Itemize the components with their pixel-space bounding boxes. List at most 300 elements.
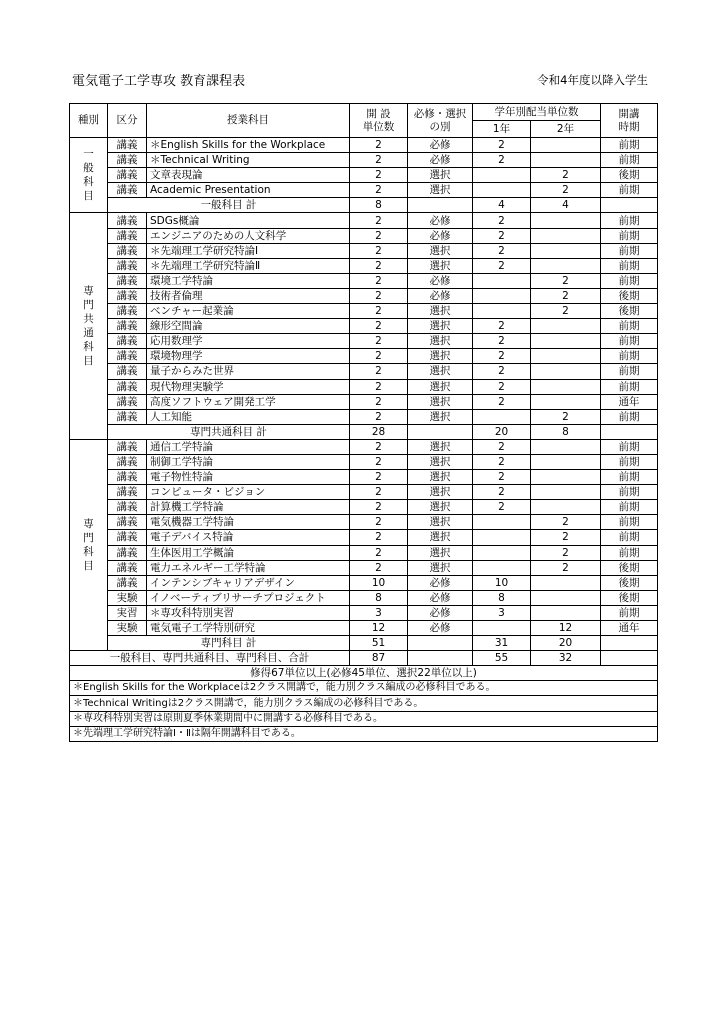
subtotal-year1: 20: [473, 424, 531, 439]
table-row: [70, 575, 658, 590]
grand-total-year1: 55: [473, 651, 531, 666]
term-cell: 前期: [601, 183, 658, 198]
term-cell: 前期: [601, 258, 658, 273]
required-cell: 必修: [408, 138, 473, 153]
year2-cell: [531, 605, 601, 620]
term-cell: 前期: [601, 500, 658, 515]
header-term-line1: 開講: [618, 107, 640, 120]
subject-cell: 環境物理学: [147, 349, 350, 364]
table-row: [70, 183, 658, 198]
table-row: [70, 605, 658, 620]
division-cell: 講義: [108, 138, 147, 153]
division-cell: 講義: [108, 228, 147, 243]
division-cell: 講義: [108, 409, 147, 424]
year1-cell: 2: [473, 470, 531, 485]
subject-cell: ＊専攻科特別実習: [147, 605, 350, 620]
subject-cell: 計算機工学特論: [147, 500, 350, 515]
division-cell: 講義: [108, 394, 147, 409]
table-row: [70, 515, 658, 530]
required-cell: 必修: [408, 621, 473, 636]
subject-cell: 生体医用工学概論: [147, 545, 350, 560]
year2-cell: [531, 213, 601, 228]
year1-cell: 8: [473, 590, 531, 605]
credits-cell: 3: [350, 605, 408, 620]
division-cell: 講義: [108, 454, 147, 469]
year1-cell: 3: [473, 605, 531, 620]
table-row: [70, 500, 658, 515]
note-row: [70, 696, 658, 711]
credits-cell: 2: [350, 288, 408, 303]
required-cell: 選択: [408, 183, 473, 198]
grand-total-row: [70, 651, 658, 666]
subject-cell: 電力エネルギー工学特論: [147, 560, 350, 575]
year2-cell: [531, 500, 601, 515]
term-cell: 前期: [601, 228, 658, 243]
group-name-char: 目: [83, 355, 94, 368]
subtotal-term: [601, 424, 658, 439]
year2-cell: [531, 319, 601, 334]
division-cell: 講義: [108, 575, 147, 590]
term-cell: 後期: [601, 168, 658, 183]
credits-cell: 2: [350, 500, 408, 515]
year1-cell: 2: [473, 243, 531, 258]
year1-cell: 2: [473, 138, 531, 153]
table-row: [70, 243, 658, 258]
curriculum-table: [69, 103, 658, 742]
credits-cell: 2: [350, 379, 408, 394]
subject-cell: ＊English Skills for the Workplace: [147, 138, 350, 153]
subtotal-label: 一般科目 計: [108, 198, 350, 213]
group-name-char: 科: [83, 176, 94, 189]
group-name-char: 門: [83, 299, 94, 312]
subtotal-label: 専門科目 計: [108, 636, 350, 651]
subtotal-required: [408, 198, 473, 213]
subtotal-row: [70, 424, 658, 439]
year1-cell: [473, 560, 531, 575]
note-text: ＊Technical Writingは2クラス開講で，能力別クラス編成の必修科目である。: [70, 696, 658, 711]
table-row: [70, 560, 658, 575]
subtotal-term: [601, 636, 658, 651]
subject-cell: ＊先端理工学研究特論Ⅱ: [147, 258, 350, 273]
year1-cell: [473, 168, 531, 183]
year1-cell: [473, 515, 531, 530]
header-term-line2: 時期: [618, 120, 640, 133]
term-cell: 通年: [601, 394, 658, 409]
table-row: [70, 153, 658, 168]
subject-cell: 制御工学特論: [147, 454, 350, 469]
subtotal-year1: 31: [473, 636, 531, 651]
subject-cell: エンジニアのための人文科学: [147, 228, 350, 243]
requirement-row: [70, 666, 658, 681]
year2-cell: 2: [531, 288, 601, 303]
header-kind: 種別: [70, 104, 108, 138]
header-credits-line2: 単位数: [362, 120, 395, 133]
year2-cell: 12: [531, 621, 601, 636]
credits-cell: 2: [350, 560, 408, 575]
required-cell: 必修: [408, 605, 473, 620]
required-cell: 選択: [408, 530, 473, 545]
subject-cell: 文章表現論: [147, 168, 350, 183]
division-cell: 講義: [108, 258, 147, 273]
year2-cell: [531, 334, 601, 349]
page-title: 電気電子工学専攻 教育課程表: [72, 74, 246, 89]
year2-cell: 2: [531, 183, 601, 198]
year1-cell: [473, 288, 531, 303]
year1-cell: [473, 409, 531, 424]
credits-cell: 2: [350, 183, 408, 198]
required-cell: 必修: [408, 273, 473, 288]
division-cell: 講義: [108, 319, 147, 334]
year1-cell: 2: [473, 228, 531, 243]
subject-cell: 電子デバイス特論: [147, 530, 350, 545]
required-cell: 選択: [408, 258, 473, 273]
year1-cell: 2: [473, 485, 531, 500]
table-row: [70, 409, 658, 424]
term-cell: 前期: [601, 515, 658, 530]
year2-cell: [531, 364, 601, 379]
credits-cell: 10: [350, 575, 408, 590]
year1-cell: 2: [473, 349, 531, 364]
term-cell: 前期: [601, 439, 658, 454]
credits-cell: 2: [350, 439, 408, 454]
required-cell: 選択: [408, 243, 473, 258]
note-text: ＊専攻科特別実習は原則夏季休業期間中に開講する必修科目である。: [70, 711, 658, 726]
table-row: [70, 258, 658, 273]
required-cell: 選択: [408, 349, 473, 364]
year2-cell: [531, 590, 601, 605]
required-cell: 選択: [408, 485, 473, 500]
term-cell: 前期: [601, 379, 658, 394]
credits-cell: 2: [350, 364, 408, 379]
division-cell: 実習: [108, 605, 147, 620]
subject-cell: 電気機器工学特論: [147, 515, 350, 530]
credits-cell: 2: [350, 530, 408, 545]
year2-cell: 2: [531, 409, 601, 424]
subtotal-required: [408, 424, 473, 439]
table-row: [70, 228, 658, 243]
header-required-line2: の別: [429, 120, 451, 133]
group-name-char: 専: [83, 285, 94, 298]
credits-cell: 2: [350, 485, 408, 500]
group-name-char: 科: [83, 546, 94, 559]
term-cell: 前期: [601, 243, 658, 258]
subject-cell: ベンチャー起業論: [147, 304, 350, 319]
subject-cell: 現代物理実験学: [147, 379, 350, 394]
table-row: [70, 138, 658, 153]
year1-cell: 2: [473, 319, 531, 334]
credits-cell: 2: [350, 470, 408, 485]
credits-cell: 2: [350, 319, 408, 334]
division-cell: 講義: [108, 168, 147, 183]
division-cell: 講義: [108, 304, 147, 319]
division-cell: 講義: [108, 500, 147, 515]
division-cell: 講義: [108, 213, 147, 228]
note-text: ＊English Skills for the Workplaceは2クラス開講で，能力別クラス編成の必修科目である。: [70, 681, 658, 696]
year2-cell: [531, 258, 601, 273]
division-cell: 講義: [108, 470, 147, 485]
credits-cell: 2: [350, 545, 408, 560]
credits-cell: 12: [350, 621, 408, 636]
term-cell: 前期: [601, 273, 658, 288]
division-cell: 講義: [108, 153, 147, 168]
required-cell: 必修: [408, 228, 473, 243]
group-name-char: 科: [83, 341, 94, 354]
credits-cell: 2: [350, 153, 408, 168]
header-credits: [350, 104, 408, 138]
credits-cell: 2: [350, 228, 408, 243]
table-row: [70, 304, 658, 319]
year2-cell: 2: [531, 304, 601, 319]
required-cell: 選択: [408, 409, 473, 424]
term-cell: 前期: [601, 334, 658, 349]
credits-cell: 2: [350, 409, 408, 424]
year1-cell: [473, 273, 531, 288]
group-name-char: 般: [83, 162, 94, 175]
required-cell: 選択: [408, 545, 473, 560]
subtotal-row: [70, 636, 658, 651]
table-row: [70, 213, 658, 228]
term-cell: 前期: [601, 213, 658, 228]
term-cell: 後期: [601, 590, 658, 605]
year2-cell: [531, 243, 601, 258]
year2-cell: [531, 394, 601, 409]
credits-cell: 2: [350, 394, 408, 409]
table-row: [70, 394, 658, 409]
division-cell: 講義: [108, 560, 147, 575]
subject-cell: 技術者倫理: [147, 288, 350, 303]
subject-cell: 量子からみた世界: [147, 364, 350, 379]
year2-cell: 2: [531, 530, 601, 545]
division-cell: 講義: [108, 439, 147, 454]
subject-cell: 線形空間論: [147, 319, 350, 334]
subject-cell: Academic Presentation: [147, 183, 350, 198]
required-cell: 選択: [408, 379, 473, 394]
required-cell: 必修: [408, 288, 473, 303]
year2-cell: 2: [531, 515, 601, 530]
note-text: ＊先端理工学研究特論Ⅰ・Ⅱは隔年開講科目である。: [70, 726, 658, 741]
year2-cell: 2: [531, 273, 601, 288]
subject-cell: コンピュータ・ビジョン: [147, 485, 350, 500]
credits-cell: 2: [350, 168, 408, 183]
group-name-char: 門: [83, 532, 94, 545]
year2-cell: [531, 575, 601, 590]
term-cell: 前期: [601, 470, 658, 485]
subtotal-credits: 51: [350, 636, 408, 651]
subject-cell: 応用数理学: [147, 334, 350, 349]
division-cell: 講義: [108, 530, 147, 545]
term-cell: 後期: [601, 288, 658, 303]
table-row: [70, 349, 658, 364]
credits-cell: 2: [350, 273, 408, 288]
table-row: [70, 439, 658, 454]
header-credits-line1: 開 設: [366, 107, 391, 120]
header-by-year: 学年別配当単位数: [473, 104, 601, 121]
required-cell: 必修: [408, 213, 473, 228]
credits-cell: 2: [350, 138, 408, 153]
year1-cell: 2: [473, 364, 531, 379]
table-row: [70, 168, 658, 183]
year2-cell: [531, 228, 601, 243]
year1-cell: 2: [473, 394, 531, 409]
year1-cell: 2: [473, 334, 531, 349]
table-row: [70, 273, 658, 288]
credits-cell: 2: [350, 243, 408, 258]
subtotal-required: [408, 636, 473, 651]
header-division: 区分: [108, 104, 147, 138]
credits-cell: 2: [350, 334, 408, 349]
table-row: [70, 545, 658, 560]
required-cell: 選択: [408, 560, 473, 575]
required-cell: 選択: [408, 364, 473, 379]
division-cell: 講義: [108, 364, 147, 379]
credits-cell: 2: [350, 258, 408, 273]
required-cell: 選択: [408, 304, 473, 319]
year2-cell: [531, 379, 601, 394]
year1-cell: 2: [473, 153, 531, 168]
required-cell: 選択: [408, 439, 473, 454]
year2-cell: [531, 470, 601, 485]
table-row: [70, 288, 658, 303]
grand-total-required: [408, 651, 473, 666]
year1-cell: [473, 545, 531, 560]
division-cell: 実験: [108, 621, 147, 636]
term-cell: 前期: [601, 138, 658, 153]
required-cell: 選択: [408, 334, 473, 349]
subject-cell: 電子物性特論: [147, 470, 350, 485]
header-year1: 1年: [473, 121, 531, 138]
term-cell: 前期: [601, 454, 658, 469]
required-cell: 選択: [408, 500, 473, 515]
table-row: [70, 334, 658, 349]
year1-cell: 2: [473, 258, 531, 273]
header-year2: 2年: [531, 121, 601, 138]
group-name-char: 専: [83, 518, 94, 531]
credits-cell: 2: [350, 349, 408, 364]
required-cell: 必修: [408, 153, 473, 168]
division-cell: 実験: [108, 590, 147, 605]
credits-cell: 2: [350, 454, 408, 469]
division-cell: 講義: [108, 183, 147, 198]
year2-cell: [531, 485, 601, 500]
header-required-line1: 必修・選択: [413, 107, 467, 120]
subtotal-credits: 8: [350, 198, 408, 213]
subject-cell: ＊Technical Writing: [147, 153, 350, 168]
term-cell: 通年: [601, 621, 658, 636]
group-name-char: 共: [83, 313, 94, 326]
table-row: [70, 319, 658, 334]
year2-cell: [531, 349, 601, 364]
division-cell: 講義: [108, 334, 147, 349]
subject-cell: 通信工学特論: [147, 439, 350, 454]
term-cell: 前期: [601, 319, 658, 334]
term-cell: 前期: [601, 545, 658, 560]
year1-cell: 2: [473, 379, 531, 394]
year1-cell: [473, 530, 531, 545]
division-cell: 講義: [108, 379, 147, 394]
subtotal-year1: 4: [473, 198, 531, 213]
note-row: [70, 711, 658, 726]
subject-cell: インテンシブキャリアデザイン: [147, 575, 350, 590]
table-row: [70, 621, 658, 636]
division-cell: 講義: [108, 243, 147, 258]
year1-cell: 10: [473, 575, 531, 590]
division-cell: 講義: [108, 273, 147, 288]
subtotal-year2: 20: [531, 636, 601, 651]
year1-cell: 2: [473, 439, 531, 454]
year2-cell: [531, 138, 601, 153]
division-cell: 講義: [108, 515, 147, 530]
subtotal-label: 専門共通科目 計: [108, 424, 350, 439]
division-cell: 講義: [108, 545, 147, 560]
grand-total-credits: 87: [350, 651, 408, 666]
required-cell: 選択: [408, 394, 473, 409]
term-cell: 前期: [601, 485, 658, 500]
credits-cell: 2: [350, 213, 408, 228]
subject-cell: 人工知能: [147, 409, 350, 424]
year1-cell: 2: [473, 213, 531, 228]
group-name-char: 目: [83, 560, 94, 573]
term-cell: 前期: [601, 605, 658, 620]
subtotal-year2: 8: [531, 424, 601, 439]
credits-cell: 2: [350, 304, 408, 319]
year1-cell: [473, 183, 531, 198]
grand-total-year2: 32: [531, 651, 601, 666]
term-cell: 後期: [601, 560, 658, 575]
subject-cell: イノベーティブリサーチプロジェクト: [147, 590, 350, 605]
header-term: [601, 104, 658, 138]
required-cell: 選択: [408, 470, 473, 485]
group-name-char: 一: [83, 148, 94, 161]
required-cell: 選択: [408, 515, 473, 530]
year2-cell: [531, 454, 601, 469]
required-cell: 選択: [408, 319, 473, 334]
year1-cell: 2: [473, 454, 531, 469]
table-row: [70, 454, 658, 469]
table-row: [70, 530, 658, 545]
subject-cell: 高度ソフトウェア開発工学: [147, 394, 350, 409]
credits-cell: 8: [350, 590, 408, 605]
required-cell: 必修: [408, 590, 473, 605]
subject-cell: ＊先端理工学研究特論Ⅰ: [147, 243, 350, 258]
table-row: [70, 470, 658, 485]
year2-cell: [531, 153, 601, 168]
requirement-text: 修得67単位以上(必修45単位、選択22単位以上): [70, 666, 658, 681]
division-cell: 講義: [108, 485, 147, 500]
year2-cell: [531, 439, 601, 454]
subject-cell: 電気電子工学特別研究: [147, 621, 350, 636]
required-cell: 必修: [408, 575, 473, 590]
group-name: [70, 439, 108, 650]
division-cell: 講義: [108, 349, 147, 364]
group-name-char: 目: [83, 190, 94, 203]
header-required: [408, 104, 473, 138]
required-cell: 選択: [408, 454, 473, 469]
term-cell: 後期: [601, 575, 658, 590]
group-name: [70, 213, 108, 439]
note-row: [70, 726, 658, 741]
grand-total-label: 一般科目、専門共通科目、専門科目、合計: [70, 651, 350, 666]
year2-cell: 2: [531, 168, 601, 183]
required-cell: 選択: [408, 168, 473, 183]
year1-cell: [473, 621, 531, 636]
table-row: [70, 590, 658, 605]
subtotal-credits: 28: [350, 424, 408, 439]
table-row: [70, 364, 658, 379]
term-cell: 後期: [601, 304, 658, 319]
page-subtitle: 令和4年度以降入学生: [537, 73, 648, 87]
header-subject: 授業科目: [147, 104, 350, 138]
division-cell: 講義: [108, 288, 147, 303]
